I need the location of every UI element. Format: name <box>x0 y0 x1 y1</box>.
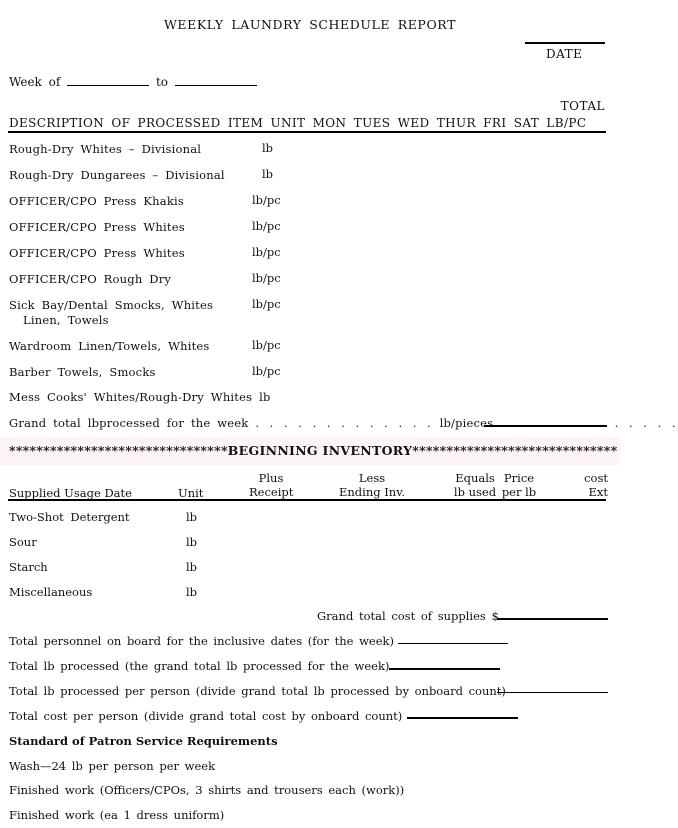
row-unit: lb/pc <box>252 338 281 352</box>
inventory-row-item: Miscellaneous <box>9 585 93 599</box>
banner-stars-right: ****************************** <box>412 443 618 458</box>
inventory-row-item: Starch <box>9 560 48 574</box>
header-rule <box>8 131 606 133</box>
row-unit: lb <box>262 167 274 181</box>
date-label: DATE <box>546 47 583 61</box>
standards-item: Wash—24 lb per person per week <box>9 759 216 773</box>
col-thur: THUR <box>436 116 476 130</box>
table-row <box>9 365 156 380</box>
col-less-bottom: Ending Inv. <box>338 485 405 499</box>
banner-stars-left: ******************************** <box>9 443 228 458</box>
summary-line-cost-per-person: Total cost per person (divide grand total cost by onboard count) <box>9 709 403 723</box>
col-cost-top: cost <box>584 471 608 485</box>
row-description-line2: Linen, Towels <box>23 313 109 327</box>
col-plus-bottom: Receipt <box>249 485 294 499</box>
row-unit: lb/pc <box>252 297 281 311</box>
row-description: OFFICER/CPO Rough Dry <box>9 272 172 286</box>
cost-per-person-field[interactable] <box>407 717 518 719</box>
summary-line-total-lb: Total lb processed (the grand total lb processed for the week) <box>9 659 390 673</box>
banner-title: BEGINNING INVENTORY <box>227 443 413 458</box>
report-title: WEEKLY LAUNDRY SCHEDULE REPORT <box>163 17 457 32</box>
grand-total-label: Grand total lbprocessed for the week <box>9 416 249 430</box>
row-description: Wardroom Linen/Towels, Whites <box>9 339 210 353</box>
col-price-per-lb <box>500 471 538 499</box>
col-less-ending-inv <box>336 471 408 499</box>
col-price-bottom: per lb <box>501 485 537 499</box>
col-equals-bottom: lb used <box>453 485 497 499</box>
row-description: Mess Cooks' Whites/Rough-Dry Whites <box>9 390 253 404</box>
week-to-field[interactable] <box>175 75 257 86</box>
row-description: OFFICER/CPO Press Whites <box>9 246 185 260</box>
grand-total-cost-field[interactable] <box>497 618 608 620</box>
inventory-row-unit: lb <box>186 535 198 549</box>
row-description: Sick Bay/Dental Smocks, Whites <box>9 298 214 312</box>
table-row <box>9 339 210 354</box>
leader-dots: . . . . . . . . . . . . . <box>500 416 678 430</box>
inventory-row-unit: lb <box>186 560 198 574</box>
row-description: Rough-Dry Whites – Divisional <box>9 142 202 156</box>
processed-table-header <box>9 116 586 130</box>
col-plus-receipt <box>249 471 293 499</box>
inventory-row-item: Sour <box>9 535 37 549</box>
date-field[interactable] <box>525 42 605 44</box>
standards-item: Finished work (Officers/CPOs, 3 shirts and trousers each (work)) <box>9 783 405 797</box>
week-of-label: Week of <box>9 75 61 89</box>
table-row <box>9 142 201 157</box>
col-tues: TUES <box>353 116 391 130</box>
table-row <box>9 168 225 183</box>
col-cost-ext <box>578 471 608 499</box>
row-description: OFFICER/CPO Press Whites <box>9 220 185 234</box>
col-mon: MON <box>312 116 347 130</box>
standards-item: Finished work (ea 1 dress uniform) <box>9 808 225 822</box>
inventory-banner <box>9 443 617 458</box>
col-plus-top: Plus <box>258 471 284 485</box>
row-unit: lb/pc <box>252 271 281 285</box>
table-row <box>9 194 184 209</box>
summary-line-personnel: Total personnel on board for the inclusive dates (for the week) <box>9 634 394 648</box>
col-price-top: Price <box>503 471 535 485</box>
row-unit: lb/pc <box>252 245 281 259</box>
col-description: DESCRIPTION OF PROCESSED ITEM <box>9 116 264 130</box>
col-equals-top: Equals <box>455 471 495 485</box>
col-total-lbpc: LB/PC <box>546 116 587 130</box>
summary-line-lb-per-person: Total lb processed per person (divide grand total lb processed by onboard count) <box>9 684 506 698</box>
col-sat: SAT <box>513 116 540 130</box>
grand-total-unit: lb/pieces <box>439 416 494 430</box>
col-supplied-usage-date: Supplied Usage Date <box>9 486 132 500</box>
inventory-row-unit: lb <box>186 510 198 524</box>
row-unit: lb/pc <box>252 364 281 378</box>
col-fri: FRI <box>483 116 507 130</box>
col-inv-unit: Unit <box>178 486 204 500</box>
grand-total-processed-field[interactable] <box>484 425 607 427</box>
col-cost-bottom: Ext <box>588 485 608 499</box>
personnel-field[interactable] <box>398 643 508 644</box>
col-wed: WED <box>397 116 430 130</box>
row-description: Barber Towels, Smocks <box>9 365 156 379</box>
table-row <box>9 246 185 261</box>
total-column-header: TOTAL <box>560 99 605 113</box>
col-less-top: Less <box>358 471 386 485</box>
col-unit: UNIT <box>270 116 306 130</box>
week-range-row <box>9 75 257 89</box>
standards-heading: Standard of Patron Service Requirements <box>9 734 278 748</box>
table-row <box>9 272 171 287</box>
week-of-field[interactable] <box>67 75 149 86</box>
inventory-row-unit: lb <box>186 585 198 599</box>
row-unit: lb/pc <box>252 219 281 233</box>
total-lb-field[interactable] <box>389 668 500 670</box>
grand-total-processed-row <box>9 416 678 431</box>
row-unit: lb/pc <box>252 193 281 207</box>
col-equals-lb-used <box>452 471 498 499</box>
row-unit: lb <box>259 390 271 404</box>
table-row <box>9 390 271 405</box>
leader-dots: . . . . . . . . . . . . . <box>255 416 433 430</box>
row-description: OFFICER/CPO Press Khakis <box>9 194 184 208</box>
row-unit: lb <box>262 141 274 155</box>
inventory-header-rule <box>8 499 606 501</box>
table-row <box>9 220 185 235</box>
row-description: Rough-Dry Dungarees – Divisional <box>9 168 225 182</box>
grand-total-cost-label: Grand total cost of supplies $ <box>317 609 499 623</box>
table-row <box>9 298 213 328</box>
lb-per-person-field[interactable] <box>497 692 608 693</box>
to-label: to <box>155 75 169 89</box>
inventory-row-item: Two-Shot Detergent <box>9 510 130 524</box>
